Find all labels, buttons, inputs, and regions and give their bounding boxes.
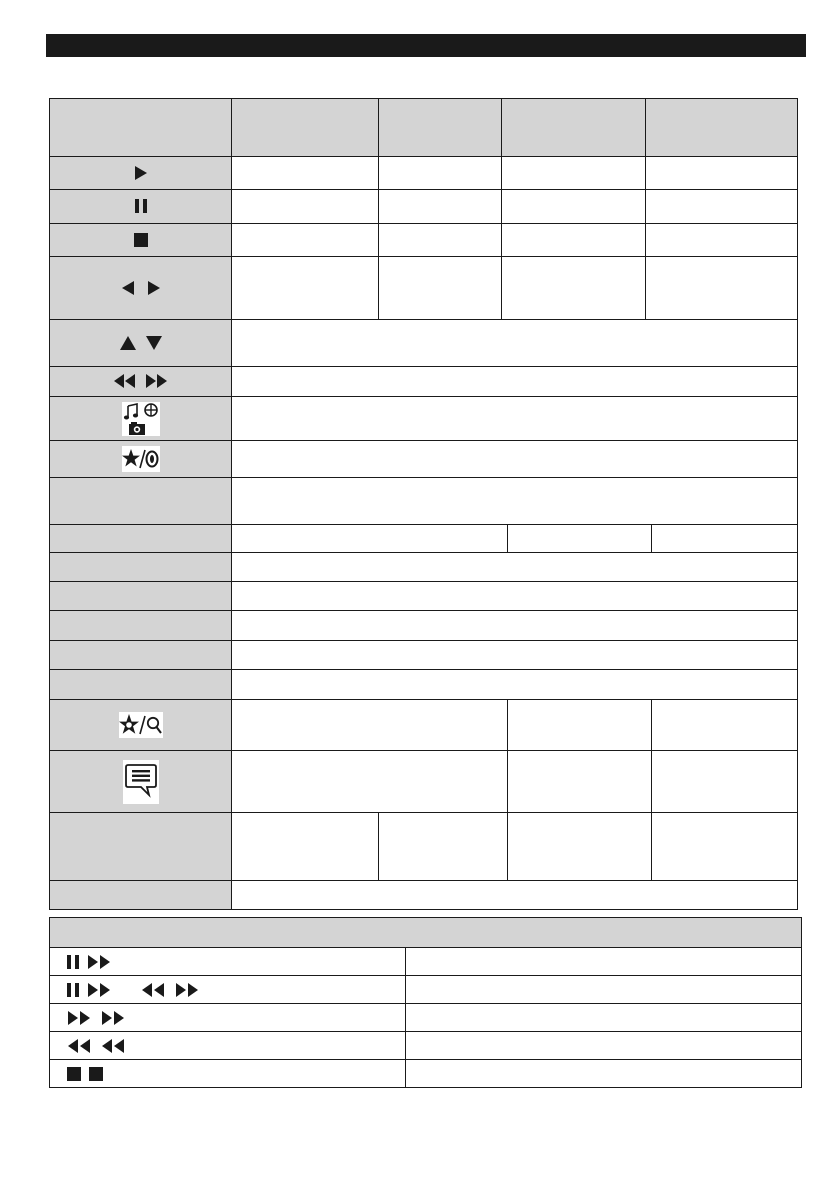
table-cell (508, 700, 652, 751)
table-cell (379, 257, 502, 320)
table-cell (232, 257, 379, 320)
table-cell (232, 190, 379, 224)
table-cell (232, 813, 379, 881)
table-cell (379, 190, 502, 224)
stop-icon (88, 1066, 104, 1082)
table-cell (50, 1032, 406, 1060)
section-header-bar (46, 34, 806, 57)
table-cell (652, 700, 798, 751)
table-cell (232, 553, 798, 582)
stop-icon (133, 232, 149, 248)
table-row (50, 190, 798, 224)
trick-mode-header-cell (50, 918, 802, 948)
pause-icon (66, 982, 80, 998)
table-row (50, 367, 798, 397)
key-cell (50, 320, 232, 367)
text-info-icon (123, 760, 159, 804)
key-cell (50, 813, 232, 881)
table-cell (379, 157, 502, 190)
table-cell (646, 224, 798, 257)
up-down-arrows-icon (119, 335, 163, 351)
table-cell (652, 813, 798, 881)
key-cell (50, 670, 232, 700)
table-cell (406, 1004, 802, 1032)
play-icon (134, 165, 148, 181)
table-row (50, 157, 798, 190)
table-cell (652, 751, 798, 813)
table-cell (232, 881, 798, 910)
table-cell (232, 582, 798, 611)
trick-mode-table (49, 917, 802, 1088)
table-row (50, 320, 798, 367)
fast-forward-icon (86, 982, 114, 998)
key-cell (50, 751, 232, 813)
table-cell (50, 1004, 406, 1032)
key-cell (50, 224, 232, 257)
stop-icon (66, 1066, 82, 1082)
table-cell (646, 190, 798, 224)
table-row (50, 751, 798, 813)
rewind-icon (66, 1038, 94, 1054)
table-row (50, 948, 802, 976)
table-cell (232, 670, 798, 700)
table-cell (50, 976, 406, 1004)
table-row (50, 1004, 802, 1032)
table-cell (232, 397, 798, 441)
table-cell (50, 1060, 406, 1088)
key-cell (50, 553, 232, 582)
table-row (50, 478, 798, 525)
media-browser-key-table (49, 98, 798, 910)
fast-forward-icon (100, 1010, 128, 1026)
pause-icon (66, 954, 80, 970)
key-cell (50, 525, 232, 553)
table-cell (406, 1060, 802, 1088)
trick-mode-header-row (50, 918, 802, 948)
table-row (50, 224, 798, 257)
table-cell (508, 525, 652, 553)
table-row (50, 700, 798, 751)
table-cell (232, 478, 798, 525)
key-cell (50, 441, 232, 478)
fast-forward-icon (86, 954, 114, 970)
fast-forward-icon (66, 1010, 94, 1026)
fast-forward-icon (174, 982, 202, 998)
table-cell (232, 441, 798, 478)
table-row (50, 582, 798, 611)
key-cell (50, 478, 232, 525)
table-row (50, 441, 798, 478)
table-row (50, 1060, 802, 1088)
table-row (50, 881, 798, 910)
table-row (50, 611, 798, 641)
table-row (50, 553, 798, 582)
table-cell (502, 190, 646, 224)
header-cell (232, 99, 379, 157)
rewind-icon (140, 982, 168, 998)
key-cell (50, 157, 232, 190)
favourite-subtitle-icon (122, 446, 160, 472)
table-cell (646, 157, 798, 190)
left-right-arrows-icon (121, 280, 161, 296)
favourite-search-icon (119, 712, 163, 738)
header-cell (502, 99, 646, 157)
table-cell (379, 813, 508, 881)
table-cell (502, 224, 646, 257)
header-cell (646, 99, 798, 157)
table-cell (406, 948, 802, 976)
music-photo-video-icon (122, 402, 160, 436)
table-cell (232, 751, 508, 813)
table-cell (379, 224, 502, 257)
table-cell (406, 1032, 802, 1060)
key-cell (50, 582, 232, 611)
table-cell (232, 367, 798, 397)
table-row (50, 1032, 802, 1060)
table-cell (502, 157, 646, 190)
table-row (50, 525, 798, 553)
table-row (50, 257, 798, 320)
table-row (50, 976, 802, 1004)
table-cell (652, 525, 798, 553)
table-cell (232, 320, 798, 367)
table-cell (232, 641, 798, 670)
header-key-cell (50, 99, 232, 157)
key-cell (50, 257, 232, 320)
table-cell (508, 813, 652, 881)
table-row (50, 813, 798, 881)
table-row (50, 397, 798, 441)
table-cell (502, 257, 646, 320)
key-cell (50, 611, 232, 641)
rewind-fast-forward-icon (113, 373, 169, 389)
table-cell (646, 257, 798, 320)
table-cell (50, 948, 406, 976)
table-cell (232, 224, 379, 257)
table-cell (508, 751, 652, 813)
table-cell (232, 525, 508, 553)
table-row (50, 641, 798, 670)
key-cell (50, 190, 232, 224)
table-cell (232, 700, 508, 751)
key-cell (50, 641, 232, 670)
table-header-row (50, 99, 798, 157)
table-row (50, 670, 798, 700)
key-cell (50, 881, 232, 910)
header-cell (379, 99, 502, 157)
rewind-icon (100, 1038, 128, 1054)
key-cell (50, 367, 232, 397)
table-cell (406, 976, 802, 1004)
key-cell (50, 397, 232, 441)
pause-icon (134, 198, 148, 214)
table-cell (232, 611, 798, 641)
key-cell (50, 700, 232, 751)
table-cell (232, 157, 379, 190)
